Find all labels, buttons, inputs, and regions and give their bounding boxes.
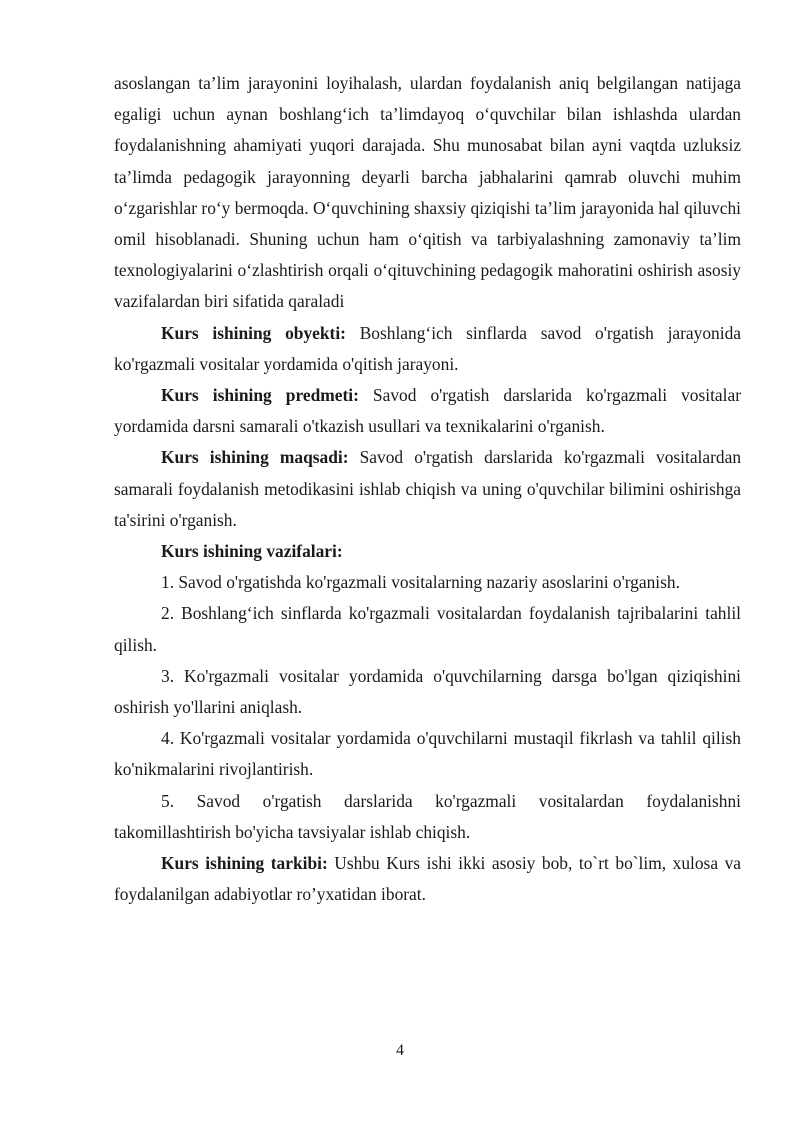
page-number: 4 bbox=[396, 1042, 404, 1059]
object-paragraph bbox=[114, 318, 741, 380]
task-item-5: 5. Savod o'rgatish darslarida ko'rgazmali vositalardan foydalanishni takomillashtirish bo'yicha tavsiyalar ishlab chiqish. bbox=[114, 790, 741, 842]
goal-paragraph bbox=[114, 442, 741, 536]
task-item-1: 1. Savod o'rgatishda ko'rgazmali vositalarning nazariy asoslarini o'rganish. bbox=[161, 572, 680, 593]
structure-paragraph bbox=[114, 848, 741, 910]
task-item-4: 4. Ko'rgazmali vositalar yordamida o'quvchilarni mustaqil fikrlash va tahlil qilish ko'nikmalarini rivojlantirish. bbox=[114, 728, 741, 780]
task-item-2: 2. Boshlang‘ich sinflarda ko'rgazmali vositalardan foydalanish tajribalarini tahlil qilish. bbox=[114, 603, 741, 655]
goal-label: Kurs ishining maqsadi: bbox=[161, 447, 349, 468]
tasks-heading: Kurs ishining vazifalari: bbox=[161, 541, 343, 562]
subject-text: Savod o'rgatish darslarida ko'rgazmali vositalar yordamida darsni samarali o'tkazish usullari va texnikalarini o'rganish. bbox=[114, 385, 741, 437]
intro-paragraph: asoslangan ta’lim jarayonini loyihalash, ulardan foydalanish aniq belgilangan natijaga egaligi uchun aynan boshlang‘ich ta’limdayoq o‘quvchilar bilan ishlashda ulardan foydalanishning ahamiyati yuqori darajada. Shu munosabat bilan ayni vaqtda uzluksiz ta’limda pedagogik jarayonning deyarli barcha jabhalarini qamrab oluvchi muhim o‘zgarishlar ro‘y bermoqda. O‘quvchining shaxsiy qiziqishi ta’lim jarayonida hal qiluvchi omil hisoblanadi. Shuning uchun ham o‘qitish va tarbiyalashning zamonaviy ta’lim texnologiyalarini o‘zlashtirish orqali o‘qituvchining pedagogik mahoratini oshirish asosiy vazifalardan biri sifatida qaraladi bbox=[114, 73, 741, 312]
subject-label: Kurs ishining predmeti: bbox=[161, 385, 359, 406]
goal-text: Savod o'rgatish darslarida ko'rgazmali vositalardan samarali foydalanish metodikasini ishlab chiqish va uning o'quvchilar bilimini oshirishga ta'sirini o'rganish. bbox=[114, 447, 742, 530]
task-item-3: 3. Ko'rgazmali vositalar yordamida o'quvchilarning darsga bo'lgan qiziqishini oshirish yo'llarini aniqlash. bbox=[114, 665, 741, 718]
structure-label: Kurs ishining tarkibi: bbox=[161, 853, 328, 874]
structure-text: Ushbu Kurs ishi ikki asosiy bob, to`rt bo`lim, xulosa va foydalanilgan adabiyotlar ro’yxatidan iborat. bbox=[114, 853, 742, 905]
object-label: Kurs ishining obyekti: bbox=[161, 322, 346, 343]
document-page bbox=[114, 68, 741, 910]
object-text: Boshlang‘ich sinflarda savod o'rgatish jarayonida ko'rgazmali vositalar yordamida o'qitish jarayoni. bbox=[114, 322, 741, 374]
subject-paragraph bbox=[114, 380, 741, 442]
